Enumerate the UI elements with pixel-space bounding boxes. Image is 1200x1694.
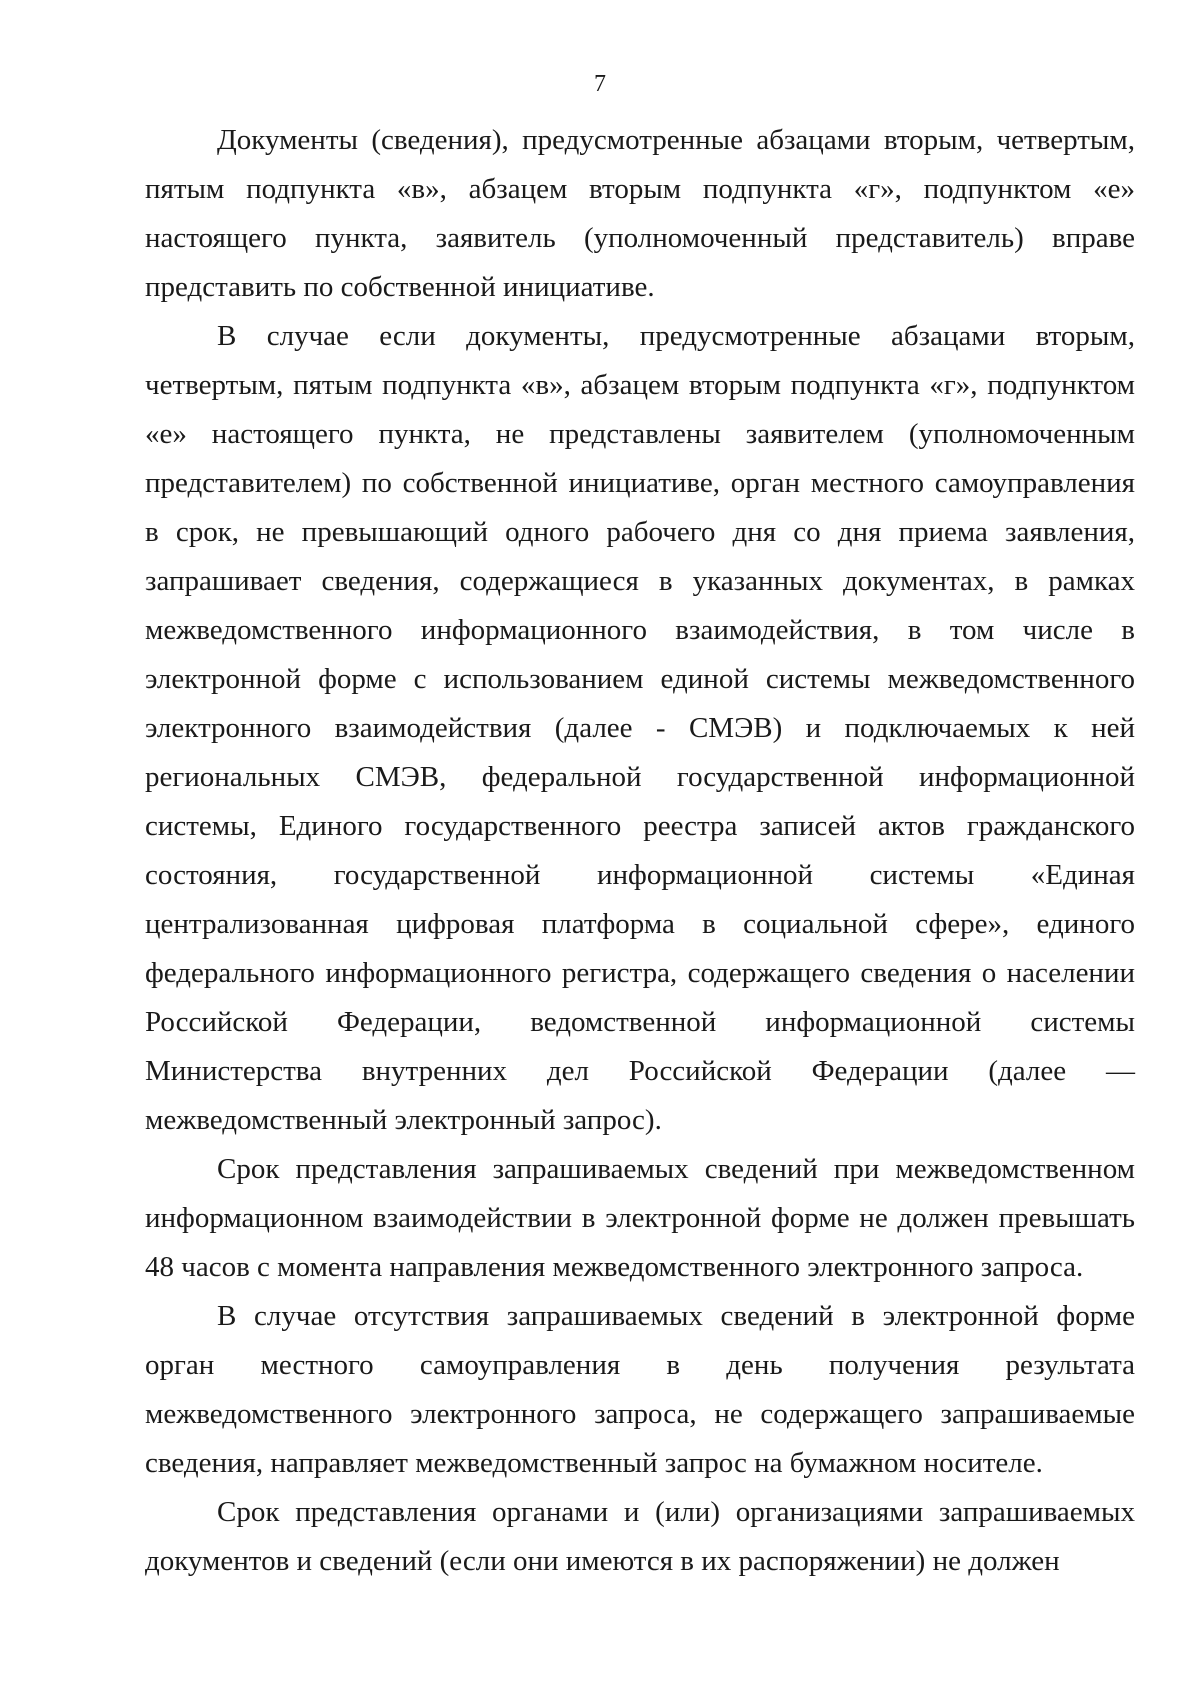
document-body: [145, 116, 1135, 1586]
paragraph-paper-request: В случае отсутствия запрашиваемых сведений в электронной форме орган местного самоуправления в день получения результата межведомственного электронного запроса, не содержащего запрашиваемые сведения, направляет межведомственный запрос на бумажном носителе.: [145, 1300, 1135, 1479]
paragraph-documents-deadline: Срок представления органами и (или) организациями запрашиваемых документов и сведений (если они имеются в их распоряжении) не должен: [145, 1496, 1135, 1577]
paragraph-documents-initiative: Документы (сведения), предусмотренные абзацами вторым, четвертым, пятым подпункта «в», абзацем вторым подпункта «г», подпунктом «е» настоящего пункта, заявитель (уполномоченный представитель) вправе представить по собственной инициативе.: [145, 124, 1135, 303]
paragraph-interagency-request: В случае если документы, предусмотренные абзацами вторым, четвертым, пятым подпункта «в», абзацем вторым подпункта «г», подпунктом «е» настоящего пункта, не представлены заявителем (уполномоченным представителем) по собственной инициативе, орган местного самоуправления в срок, не превышающий одного рабочего дня со дня приема заявления, запрашивает сведения, содержащиеся в указанных документах, в рамках межведомственного информационного взаимодействия, в том числе в электронной форме с использованием единой системы межведомственного электронного взаимодействия (далее - СМЭВ) и подключаемых к ней региональных СМЭВ, федеральной государственной информационной системы, Единого государственного реестра записей актов гражданского состояния, государственной информационной системы «Единая централизованная цифровая платформа в социальной сфере», единого федерального информационного регистра, содержащего сведения о населении Российской Федерации, ведомственной информационной системы Министерства внутренних дел Российской Федерации (далее — межведомственный электронный запрос).: [145, 320, 1135, 1136]
paragraph-response-deadline: Срок представления запрашиваемых сведений при межведомственном информационном взаимодействии в электронной форме не должен превышать 48 часов с момента направления межведомственного электронного запроса.: [145, 1153, 1135, 1283]
page-number: 7: [594, 71, 606, 97]
